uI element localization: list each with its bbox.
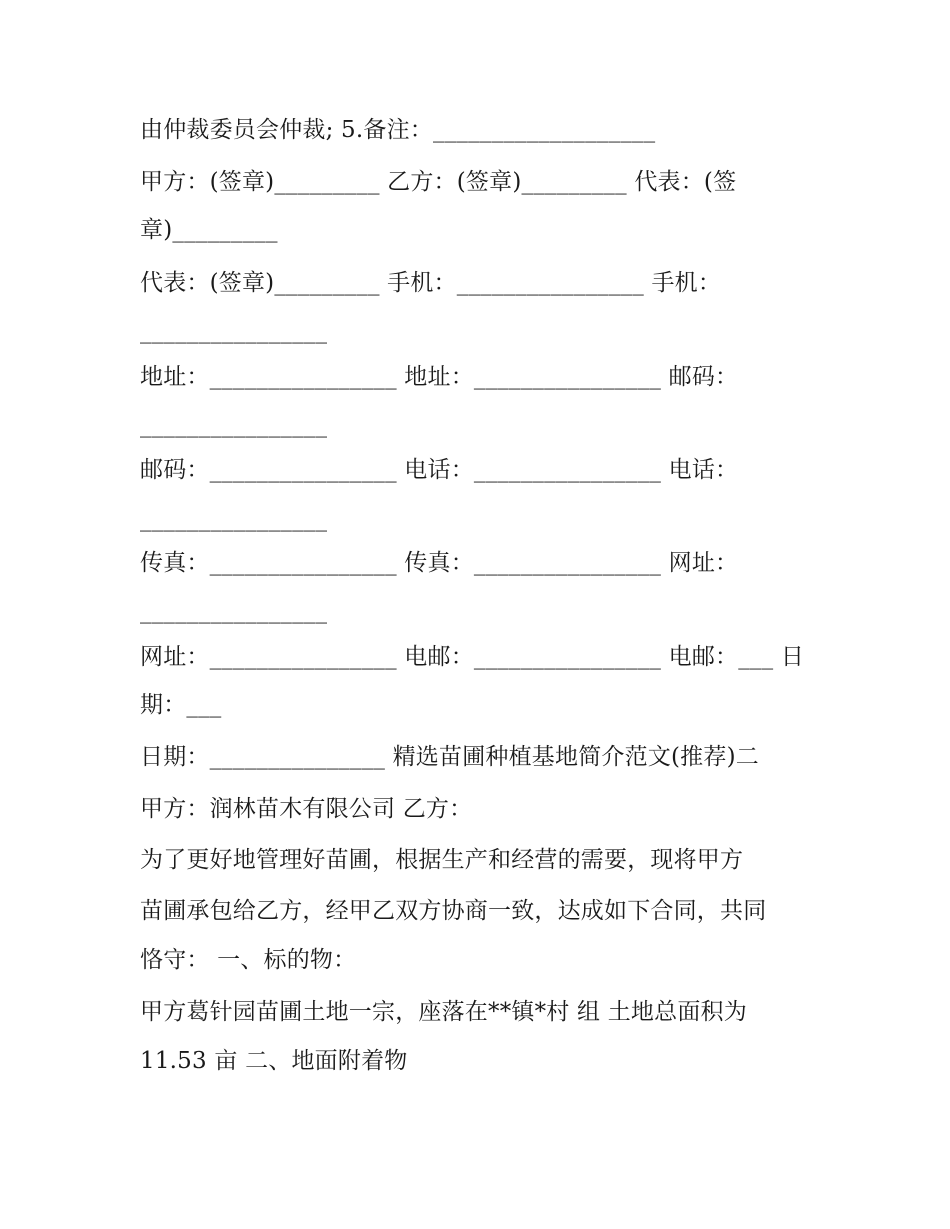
text-line: 甲方：润林苗木有限公司 乙方： xyxy=(140,796,473,822)
text-line: ________________ xyxy=(140,412,328,438)
text-line: ________________ xyxy=(140,598,328,624)
text-line: 网址：________________ 电邮：________________ 电邮：___ 日 xyxy=(140,644,805,670)
text-line: 代表：(签章)_________ 手机：________________ 手机： xyxy=(140,270,722,296)
text-line: 甲方：(签章)_________ 乙方：(签章)_________ 代表：(签 xyxy=(140,169,737,195)
text-line: 甲方葛针园苗圃土地一宗，座落在**镇*村 组 土地总面积为 xyxy=(140,999,747,1025)
text-line: ________________ xyxy=(140,506,328,532)
text-line: 11.53 亩 二、地面附着物 xyxy=(140,1048,408,1074)
text-line: 为了更好地管理好苗圃，根据生产和经营的需要，现将甲方 xyxy=(140,847,744,873)
text-line: 由仲裁委员会仲裁; 5.备注：___________________ xyxy=(140,117,656,143)
text-line: 日期：_______________ 精选苗圃种植基地简介范文(推荐)二 xyxy=(140,744,759,770)
text-line: 邮码：________________ 电话：________________ 电话： xyxy=(140,457,739,483)
text-line: ________________ xyxy=(140,318,328,344)
text-line: 恪守： 一、标的物： xyxy=(140,947,357,973)
text-line: 地址：________________ 地址：________________ 邮码： xyxy=(140,364,739,390)
text-line: 章)_________ xyxy=(140,217,278,243)
text-line: 传真：________________ 传真：________________ 网址： xyxy=(140,550,739,576)
text-line: 苗圃承包给乙方，经甲乙双方协商一致，达成如下合同，共同 xyxy=(140,898,767,924)
text-line: 期：___ xyxy=(140,692,222,718)
